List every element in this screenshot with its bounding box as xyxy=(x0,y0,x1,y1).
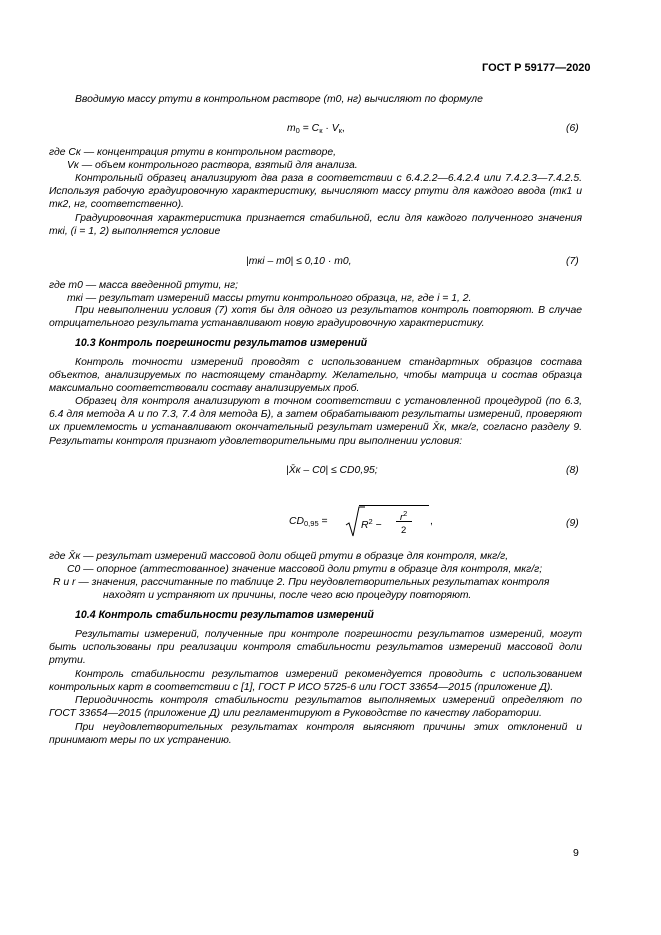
section-10-4-paragraph-3: Периодичность контроля стабильности результатов выполняемых измерений определяют по ГОСТ 33654—2015 (приложение Д) или регламентируют в Руководстве по качеству лаборатории. xyxy=(49,695,582,720)
repeat-control-paragraph: При невыполнении условия (7) хотя бы для одного из результатов контроль повторяют. В случае отрицательного результата устанавливают новую градуировочную характеристику. xyxy=(49,305,582,330)
where-6-line-1: где Cк — концентрация ртути в контрольном растворе, xyxy=(49,147,337,158)
where-9-line-4: находят и устраняют их причины, после чего всю процедуру повторяют. xyxy=(103,590,472,601)
where-9-line-2: C0 — опорное (аттестованное) значение массовой доли ртути в образце для контроля, мкг/г; xyxy=(67,564,543,575)
section-10-4-heading: 10.4 Контроль стабильности результатов измерений xyxy=(75,609,374,621)
where-9-line-1: где X̄к — результат измерений массовой доли общей ртути в образце для контроля, мкг/г, xyxy=(49,551,509,562)
intro-paragraph: Вводимую массу ртути в контрольном растворе (m0, нг) вычисляют по формуле xyxy=(75,94,483,105)
equation-7-number: (7) xyxy=(566,256,579,267)
section-10-4-paragraph-2: Контроль стабильности результатов измерений рекомендуется проводить с использованием контрольных карт в соответствии с [1], ГОСТ Р ИСО 5725-6 или ГОСТ 33654—2015 (приложение Д). xyxy=(49,669,582,694)
equation-8: |X̄к – C0| ≤ CD0,95; xyxy=(286,465,378,476)
section-10-3-paragraph-2: Образец для контроля анализируют в точном соответствии с установленной процедурой (по 6.3, 6.4 для метода А и по 7.3, 7.4 для метода Б), а затем обрабатывают результаты измерений, проверяют их приемлемость и устанавливают окончательный результат измерений X̄к, мкг/г, согласно разделу 9. Результаты контроля признают удовлетворительными при выполнении условия: xyxy=(49,396,582,447)
section-10-3-paragraph-1: Контроль точности измерений проводят с использованием стандартных образцов состава объектов, анализируемых по настоящему стандарту. Желательно, чтобы матрица и состав образца максимально соответствовали составу анализируемых проб. xyxy=(49,357,582,395)
page-number: 9 xyxy=(573,847,579,859)
equation-7: |mкi – m0| ≤ 0,10 · m0, xyxy=(246,256,352,267)
section-10-3-heading: 10.3 Контроль погрешности результатов измерений xyxy=(75,337,368,349)
equation-6-number: (6) xyxy=(566,123,579,134)
where-9-line-3: R и r — значения, рассчитанные по таблице 2. При неудовлетворительных результатах контроля xyxy=(53,577,550,588)
stability-condition-paragraph: Градуировочная характеристика признается стабильной, если для каждого полученного значения mкi, (i = 1, 2) выполняется условие xyxy=(49,213,582,238)
equation-6: $m_0 = C_к \cdot V_к$, xyxy=(287,123,345,135)
document-page: ГОСТ Р 59177—2020 Вводимую массу ртути в контрольном растворе (m0, нг) вычисляют по формуле $m_0 = C_к \cdot V_к$, (6) где Cк — концентрация ртути в контрольном растворе, Vк — объем контрольного раствора, взятый для анализа. Контрольный образец анализируют два раза в соответствии с 6.4.2.2—6.4.2.4 или 7.4.2.3—7.4.2.5. Используя рабочую градуировочную характеристику, вычисляют массу ртути для каждого ввода (mк1 и mк2, нг, соответственно). Градуировочная характеристика признается стабильной, если для каждого полученного значения mкi, (i = 1, 2) выполняется условие |mкi – m0| ≤ 0,10 · m0, (7) где m0 — масса введенной ртути, нг; mкi — результат измерений массы ртути контрольного образца, нг, где i = 1, 2. При невыполнении условия (7) хотя бы для одного из результатов контроль повторяют. В случае отрицательного результата устанавливают новую градуировочную характеристику. 10.3 Контроль погрешности результатов измерений Контроль точности измерений проводят с использованием стандартных образцов состава объектов, анализируемых по настоящему стандарту. Желательно, чтобы матрица и состав образца максимально соответствовали составу анализируемых проб. Образец для контроля анализируют в точном соответствии с установленной процедурой (по 6.3, 6.4 для метода А и по 7.3, 7.4 для метода Б), а затем обрабатывают результаты измерений, проверяют их приемлемость и устанавливают окончательный результат измерений X̄к, мкг/г, согласно разделу 9. Результаты контроля признают удовлетворительными при выполнении условия: |X̄к – C0| ≤ CD0,95; (8) $CD_{0,95}$ = $R^2$ − $r^2$ 2 , (9) где X̄к — результат измерений массовой доли общей ртути в образце для контроля, мкг/г, C0 — опорное (аттестованное) значение массовой доли ртути в образце для контроля, мкг/г; R и r — значения, рассчитанные по таблице 2. При неудовлетворительных результатах контроля находят и устраняют их причины, после чего всю процедуру повторяют. 10.4 Контроль стабильности результатов измерений Результаты измерений, полученные при контроле погрешности результатов измерений, могут быть использованы при реализации контроля стабильности результатов измерений массовой доли ртути. Контроль стабильности результатов измерений рекомендуется проводить с использованием контрольных карт в соответствии с [1], ГОСТ Р ИСО 5725-6 или ГОСТ 33654—2015 (приложение Д). Периодичность контроля стабильности результатов выполняемых измерений определяют по ГОСТ 33654—2015 (приложение Д) или регламентируют в Руководстве по качеству лаборатории. При неудовлетворительных результатах контроля выясняют причины этих отклонений и принимают меры по их устранению. 9 xyxy=(49,62,591,859)
doc-id-header: ГОСТ Р 59177—2020 xyxy=(482,62,591,74)
where-6-line-2: Vк — объем контрольного раствора, взятый для анализа. xyxy=(67,160,358,171)
section-10-4-paragraph-1: Результаты измерений, полученные при контроле погрешности результатов измерений, могут быть использованы при реализации контроля стабильности результатов измерений массовой доли ртути. xyxy=(49,629,582,667)
equation-9-number: (9) xyxy=(566,518,579,529)
where-7-line-1: где m0 — масса введенной ртути, нг; xyxy=(49,280,238,291)
where-7-line-2: mкi — результат измерений массы ртути контрольного образца, нг, где i = 1, 2. xyxy=(67,293,472,304)
control-sample-paragraph: Контрольный образец анализируют два раза в соответствии с 6.4.2.2—6.4.2.4 или 7.4.2.3—7.4.2.5. Используя рабочую градуировочную характеристику, вычисляют массу ртути для каждого ввода (mк1 и mк2, нг, соответственно). xyxy=(49,173,582,211)
equation-8-number: (8) xyxy=(566,465,579,476)
section-10-4-paragraph-4: При неудовлетворительных результатах контроля выясняют причины этих отклонений и принимают меры по их устранению. xyxy=(49,722,582,747)
